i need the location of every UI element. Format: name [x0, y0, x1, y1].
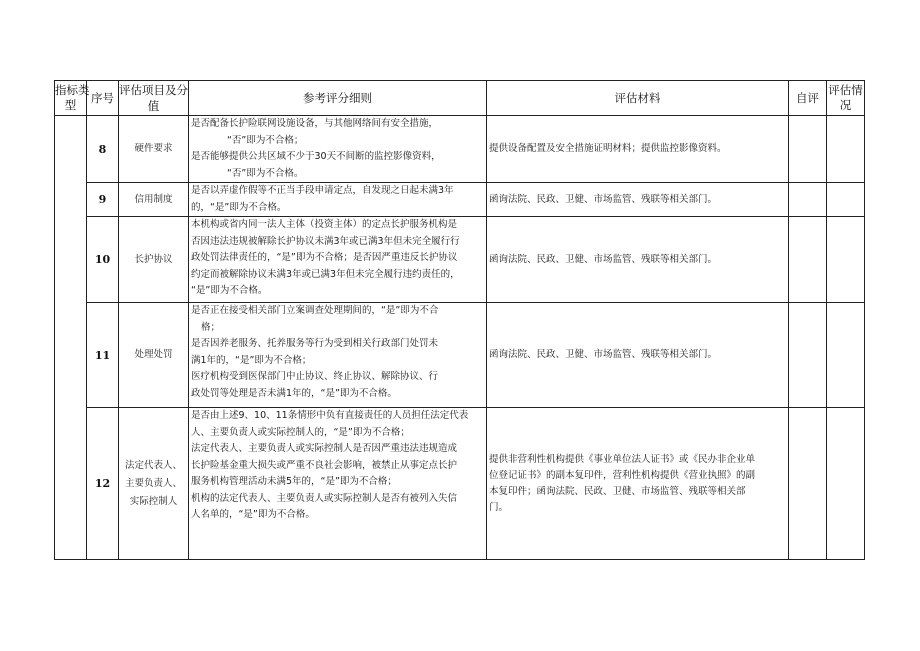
item-cell: 硬件要求 — [119, 116, 189, 183]
header-indicator-type: 指标类 型 — [55, 81, 87, 116]
header-evaluation-item: 评估项目及分 值 — [119, 81, 189, 116]
materials-cell: 函询法院、民政、卫健、市场监管、残联等相关部门。 — [487, 303, 789, 408]
item-cell: 法定代表人、 主要负责人、 实际控制人 — [119, 408, 189, 560]
detail-cell: 是否由上述9、10、11条情形中负有直接责任的人员担任法定代表 人、主要负责人或实际控制人的，“是”即为不合格； 法定代表人、主要负责人或实际控制人是否因严重违法违规造成 长护险基金重大损失或严重不良社会影响，被禁止从事定点长护 服务机构管理活动未满5年的，“是”即为不合格； 机构的法定代表人、主要负责人或实际控制人是否有被列入失信 人名单的，“是”即为不合格。 — [189, 408, 487, 560]
indicator-type-cell — [55, 116, 87, 560]
header-evaluation-materials: 评估材料 — [487, 81, 789, 116]
table-row — [55, 183, 865, 217]
materials-cell: 函询法院、民政、卫健、市场监管、残联等相关部门。 — [487, 183, 789, 217]
detail-cell: 是否正在接受相关部门立案调查处理期间的，“是”即为不合 格； 是否因养老服务、托养服务等行为受到相关行政部门处罚未 满1年的，“是”即为不合格； 医疗机构受到医保部门中止协议、终止协议、解除协议、行 政处罚等处理是否未满1年的，“是”即为不合格。 — [189, 303, 487, 408]
evaluation-status-cell[interactable] — [827, 183, 865, 217]
evaluation-status-cell[interactable] — [827, 408, 865, 560]
header-row — [55, 81, 865, 116]
row-number: 12 — [87, 408, 119, 560]
detail-cell: 本机构或省内同一法人主体（投资主体）的定点长护服务机构是 否因违法违规被解除长护协议未满3年或已满3年但未完全履行行 政处罚法律责任的，“是”即为不合格；是否因严重违反长护协议 约定而被解除协议未满3年或已满3年但未完全履行违约责任的， “是”即为不合格。 — [189, 217, 487, 303]
row-number: 8 — [87, 116, 119, 183]
self-eval-cell[interactable] — [789, 116, 827, 183]
evaluation-status-cell[interactable] — [827, 217, 865, 303]
materials-cell: 提供设备配置及安全措施证明材料；提供监控影像资料。 — [487, 116, 789, 183]
evaluation-status-cell[interactable] — [827, 303, 865, 408]
self-eval-cell[interactable] — [789, 183, 827, 217]
row-number: 10 — [87, 217, 119, 303]
self-eval-cell[interactable] — [789, 217, 827, 303]
materials-cell: 函询法院、民政、卫健、市场监管、残联等相关部门。 — [487, 217, 789, 303]
header-scoring-details: 参考评分细则 — [189, 81, 487, 116]
row-number: 9 — [87, 183, 119, 217]
table-row — [55, 217, 865, 303]
table-row — [55, 408, 865, 560]
header-evaluation-status: 评估情 况 — [827, 81, 865, 116]
item-cell: 处理处罚 — [119, 303, 189, 408]
item-cell: 信用制度 — [119, 183, 189, 217]
self-eval-cell[interactable] — [789, 303, 827, 408]
table-row — [55, 303, 865, 408]
header-serial-number: 序号 — [87, 81, 119, 116]
materials-cell: 提供非营利性机构提供《事业单位法人证书》或《民办非企业单 位登记证书》的副本复印件，营利性机构提供《营业执照》的副 本复印件；函询法院、民政、卫健、市场监管、残联等相关部 门。 — [487, 408, 789, 560]
table-row — [55, 116, 865, 183]
evaluation-table — [54, 80, 865, 560]
header-self-evaluation: 自评 — [789, 81, 827, 116]
detail-cell: 是否以弄虚作假等不正当手段申请定点，自发现之日起未满3年 的，“是”即为不合格。 — [189, 183, 487, 217]
evaluation-status-cell[interactable] — [827, 116, 865, 183]
row-number: 11 — [87, 303, 119, 408]
detail-cell: 是否配备长护险联网设施设备，与其他网络间有安全措施， “否”即为不合格； 是否能够提供公共区域不少于30天不间断的监控影像资料， “否”即为不合格。 — [189, 116, 487, 183]
item-cell: 长护协议 — [119, 217, 189, 303]
self-eval-cell[interactable] — [789, 408, 827, 560]
